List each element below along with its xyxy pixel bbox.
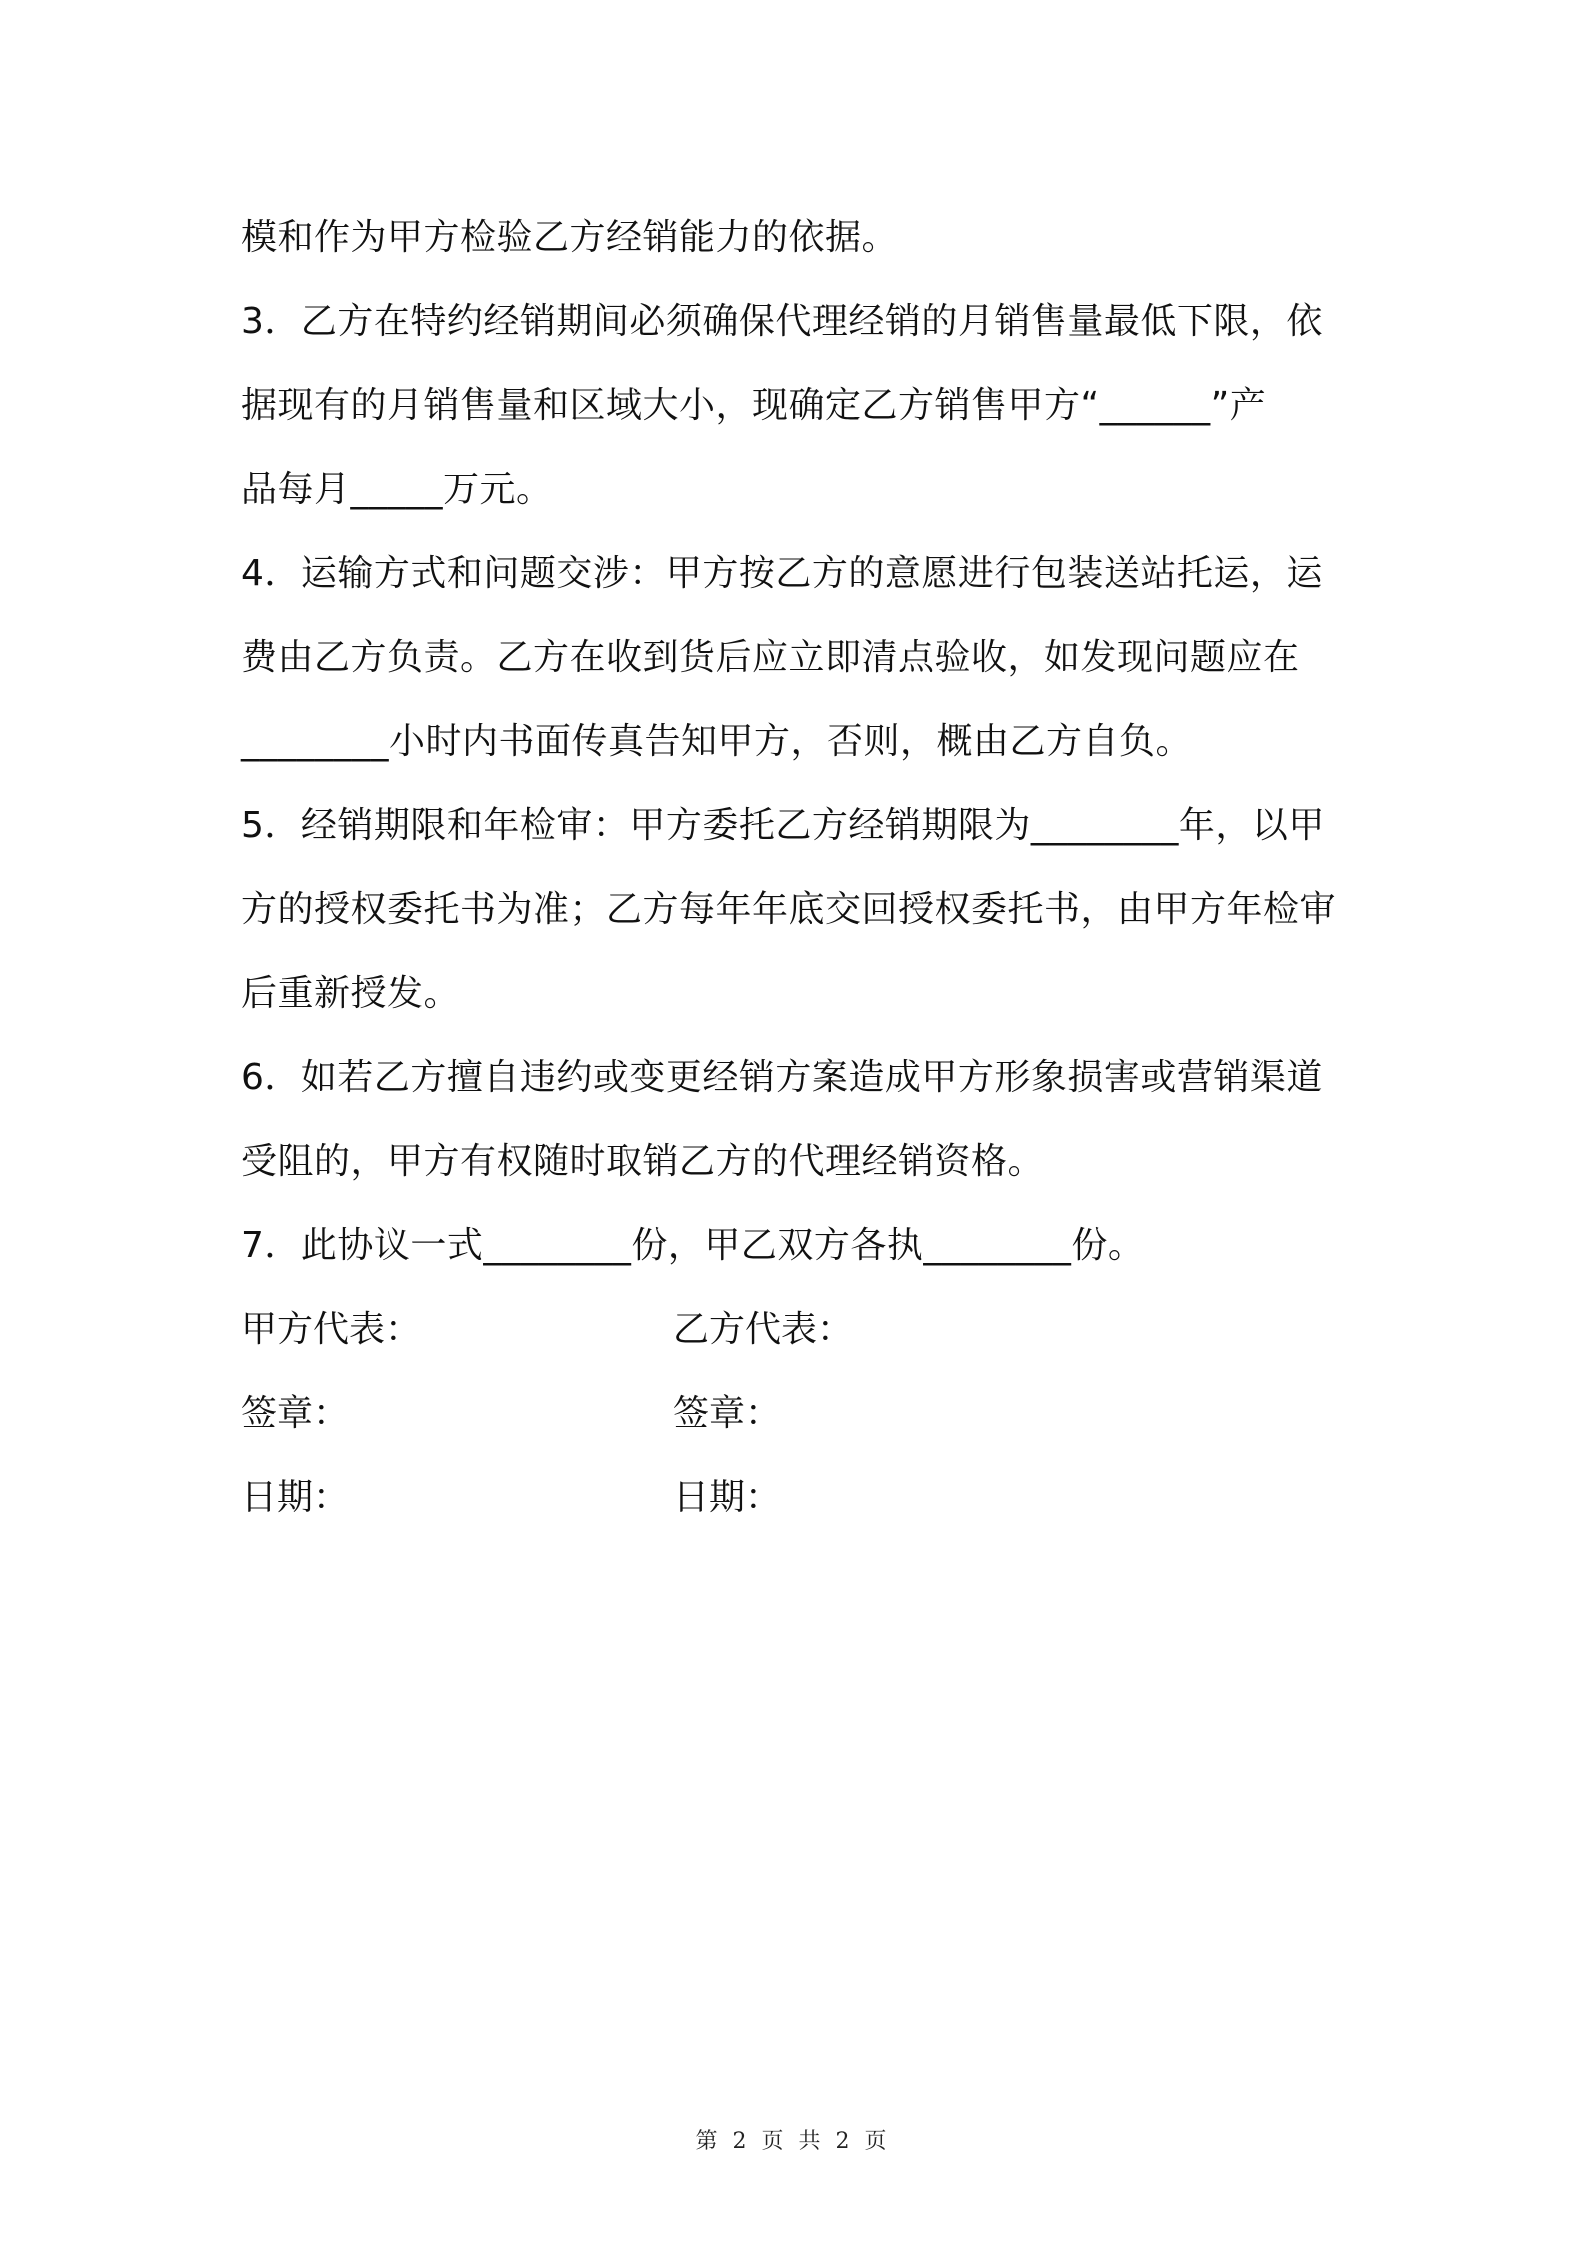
body-line: 费由乙方负责。乙方在收到货后应立即清点验收，如发现问题应在 [241, 637, 1300, 678]
page-number-footer: 第 2 页 共 2 页 [695, 2129, 891, 2154]
body-line: 4．运输方式和问题交涉：甲方按乙方的意愿进行包装送站托运，运 [241, 553, 1323, 594]
body-line: 7．此协议一式________份，甲乙双方各执________份。 [241, 1225, 1145, 1266]
party-a-seal-label: 签章： [241, 1393, 350, 1434]
body-line: 受阻的，甲方有权随时取销乙方的代理经销资格。 [241, 1141, 1045, 1182]
party-b-representative-label: 乙方代表： [673, 1309, 854, 1350]
body-line: 据现有的月销售量和区域大小，现确定乙方销售甲方“______”产 [241, 385, 1267, 426]
party-a-representative-label: 甲方代表： [241, 1309, 422, 1350]
signature-row-seal [241, 1372, 1356, 1456]
party-b-seal-label: 签章： [673, 1393, 782, 1434]
document-body [241, 196, 1356, 1540]
party-b-date-label: 日期： [673, 1477, 782, 1518]
signature-row-representative [241, 1288, 1356, 1372]
body-line: ________小时内书面传真告知甲方，否则，概由乙方自负。 [241, 721, 1193, 762]
body-line: 品每月_____万元。 [241, 469, 553, 510]
body-line: 6．如若乙方擅自违约或变更经销方案造成甲方形象损害或营销渠道 [241, 1057, 1323, 1098]
body-line: 5．经销期限和年检审：甲方委托乙方经销期限为________年，以甲 [241, 805, 1325, 846]
body-line: 3．乙方在特约经销期间必须确保代理经销的月销售量最低下限，依 [241, 301, 1323, 342]
body-line: 方的授权委托书为准；乙方每年年底交回授权委托书，由甲方年检审 [241, 889, 1337, 930]
signature-row-date [241, 1456, 1356, 1540]
body-line: 模和作为甲方检验乙方经销能力的依据。 [241, 217, 899, 258]
body-line: 后重新授发。 [241, 973, 461, 1014]
party-a-date-label: 日期： [241, 1477, 350, 1518]
